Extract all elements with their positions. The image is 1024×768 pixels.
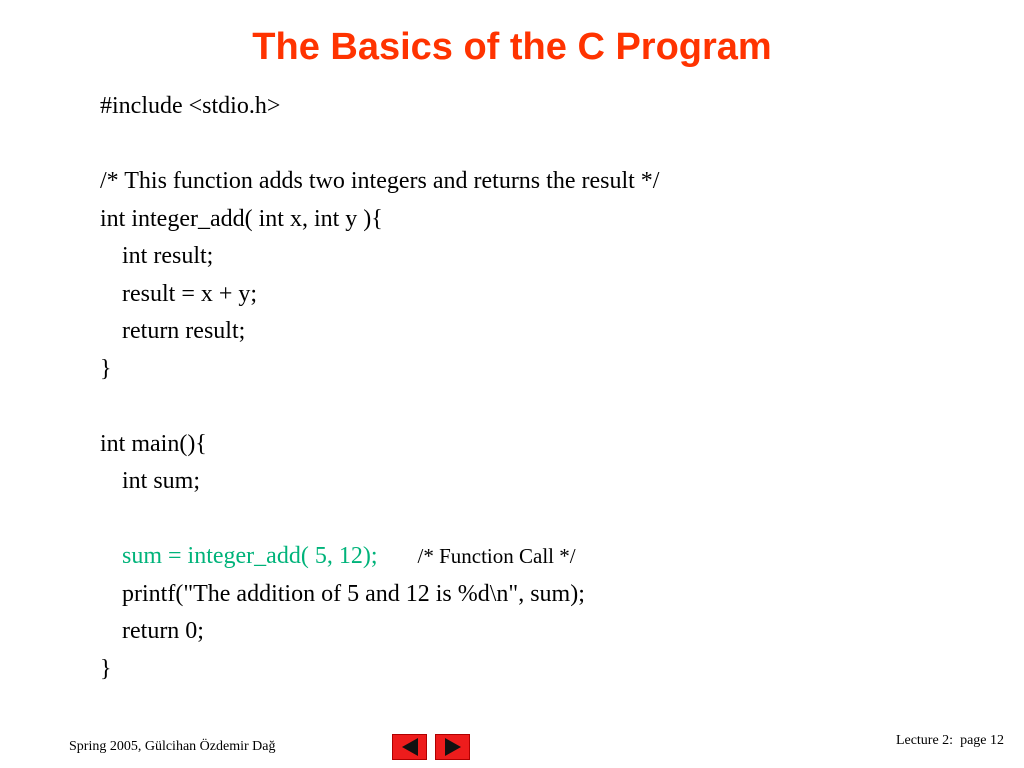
code-line-main-signature: int main(){ — [100, 430, 207, 457]
slide-title: The Basics of the C Program — [252, 26, 772, 68]
function-call-code: sum = integer_add( 5, 12); — [122, 543, 378, 569]
slide-navigation — [392, 734, 470, 760]
code-line-function-call — [100, 538, 980, 576]
code-block — [100, 88, 980, 688]
code-line-comment: /* This function adds two integers and returns the result */ — [100, 168, 660, 194]
code-line-assign-result: result = x + y; — [122, 280, 258, 307]
footer-page-number: Lecture 2: page 12 — [895, 733, 1004, 748]
code-line-printf: printf("The addition of 5 and 12 is %d\n", sum); — [122, 580, 585, 607]
code-line-declare-result: int result; — [122, 243, 214, 269]
code-line-include: #include <stdio.h> — [100, 93, 281, 119]
code-line-close-brace: } — [100, 355, 112, 382]
code-line-return-zero: return 0; — [122, 618, 204, 644]
function-call-comment: /* Function Call */ — [417, 544, 576, 568]
left-arrow-icon — [402, 738, 418, 756]
code-line-blank — [100, 501, 980, 539]
next-slide-button[interactable] — [435, 734, 470, 760]
previous-slide-button[interactable] — [392, 734, 427, 760]
right-arrow-icon — [445, 738, 461, 756]
code-line-blank — [100, 388, 980, 426]
code-line-function-signature: int integer_add( int x, int y ){ — [100, 205, 383, 232]
footer-author: Spring 2005, Gülcihan Özdemir Dağ — [69, 739, 276, 754]
code-line-return-result: return result; — [122, 318, 246, 344]
code-line-declare-sum: int sum; — [122, 468, 201, 494]
code-line-blank — [100, 126, 980, 164]
code-line-close-brace: } — [100, 655, 112, 682]
